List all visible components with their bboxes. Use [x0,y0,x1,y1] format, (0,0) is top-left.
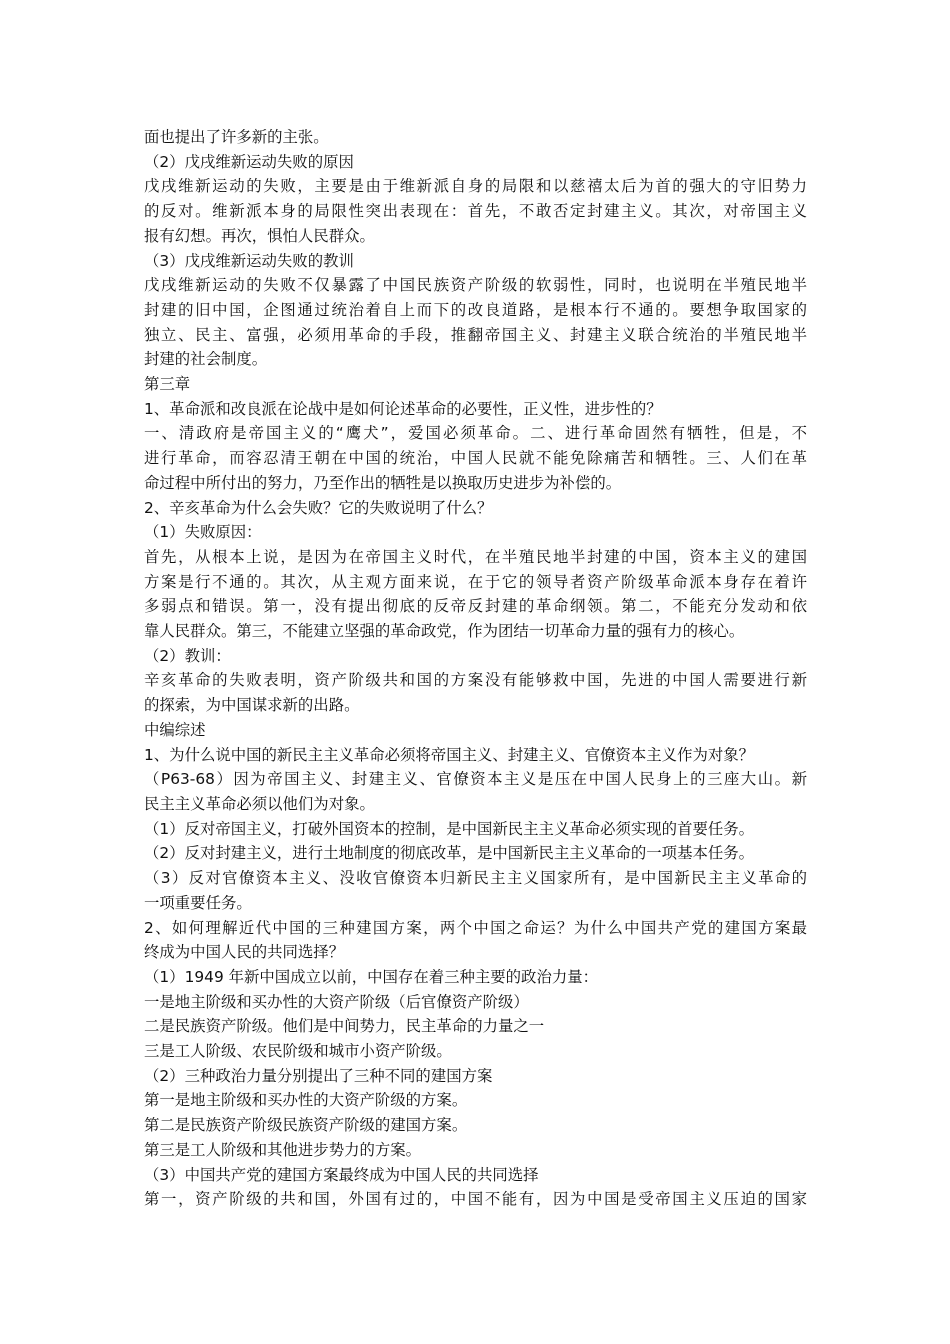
text-line: 命过程中所付出的努力，乃至作出的牺牲是以换取历史进步为补偿的。 [144,473,622,492]
section-heading: （2）三种政治力量分别提出了三种不同的建国方案 [144,1066,493,1085]
text-line: 一项重要任务。 [144,893,252,912]
text-line: 戊戌维新运动的失败，主要是由于维新派自身的局限和以慈禧太后为首的强大的守旧势力 [144,177,807,196]
text-line: 第二是民族资产阶级民族资产阶级的建国方案。 [144,1116,468,1135]
section-heading: （3）中国共产党的建国方案最终成为中国人民的共同选择 [144,1165,539,1184]
text-line: （1）反对帝国主义，打破外国资本的控制，是中国新民主主义革命必须实现的首要任务。 [144,819,755,838]
section-heading: （2）戊戌维新运动失败的原因 [144,152,354,171]
question-heading: 2、如何理解近代中国的三种建国方案，两个中国之命运？为什么中国共产党的建国方案最 [144,918,807,937]
question-heading: 终成为中国人民的共同选择？ [144,943,345,962]
section-heading: （2）教训： [144,646,231,665]
text-line: （2）反对封建主义，进行土地制度的彻底改革，是中国新民主主义革命的一项基本任务。 [144,844,755,863]
text-line: 一是地主阶级和买办性的大资产阶级（后官僚资产阶级） [144,992,529,1011]
text-line: 首先，从根本上说，是因为在帝国主义时代，在半殖民地半封建的中国，资本主义的建国 [144,547,807,566]
text-line: 一、清政府是帝国主义的“鹰犬”，爱国必须革命。二、进行革命固然有牺牲，但是，不 [144,424,807,443]
text-line: 第一是地主阶级和买办性的大资产阶级的方案。 [144,1091,468,1110]
text-line: 的反对。维新派本身的局限性突出表现在：首先，不敢否定封建主义。其次，对帝国主义 [144,202,807,221]
text-line: 封建的社会制度。 [144,350,268,369]
text-line: 辛亥革命的失败表明，资产阶级共和国的方案没有能够救中国，先进的中国人需要进行新 [144,671,807,690]
text-line: 民主主义革命必须以他们为对象。 [144,794,375,813]
text-line: （3）反对官僚资本主义、没收官僚资本归新民主主义国家所有，是中国新民主主义革命的 [144,869,807,888]
section-heading: （1）失败原因： [144,523,262,542]
text-line: 面也提出了许多新的主张。 [144,128,329,146]
text-line: 二是民族资产阶级。他们是中间势力，民主革命的力量之一 [144,1017,545,1036]
text-line: 独立、民主、富强，必须用革命的手段，推翻帝国主义、封建主义联合统治的半殖民地半 [144,325,807,344]
text-line: 第三是工人阶级和其他进步势力的方案。 [144,1140,422,1159]
text-line: 封建的旧中国，企图通过统治着自上而下的改良道路，是根本行不通的。要想争取国家的 [144,300,807,319]
text-line: 进行革命，而容忍清王朝在中国的统治，中国人民就不能免除痛苦和牺牲。三、人们在革 [144,449,807,468]
text-line: 靠人民群众。第三，不能建立坚强的革命政党，作为团结一切革命力量的强有力的核心。 [144,622,745,641]
text-line: 方案是行不通的。其次，从主观方面来说，在于它的领导者资产阶级革命派本身存在着许 [144,572,807,591]
section-heading: （1）1949 年新中国成立以前，中国存在着三种主要的政治力量： [144,967,599,986]
text-line: 第一，资产阶级的共和国，外国有过的，中国不能有，因为中国是受帝国主义压迫的国家 [144,1190,807,1209]
text-line: 多弱点和错误。第一，没有提出彻底的反帝反封建的革命纲领。第二，不能充分发动和依 [144,597,807,616]
question-heading: 1、革命派和改良派在论战中是如何论述革命的必要性，正义性，进步性的？ [144,399,662,418]
text-line: 的探索，为中国谋求新的出路。 [144,696,360,715]
question-heading: 2、辛亥革命为什么会失败？它的失败说明了什么？ [144,498,493,517]
text-line: 三是工人阶级、农民阶级和城市小资产阶级。 [144,1042,452,1061]
chapter-heading: 第三章 [144,375,191,394]
text-line: 戊戌维新运动的失败不仅暴露了中国民族资产阶级的软弱性，同时，也说明在半殖民地半 [144,276,807,295]
section-heading: （3）戊戌维新运动失败的教训 [144,251,354,270]
chapter-heading: 中编综述 [144,720,206,739]
text-line: 报有幻想。再次，惧怕人民群众。 [144,226,375,245]
text-line: （P63-68）因为帝国主义、封建主义、官僚资本主义是压在中国人民身上的三座大山。新 [144,770,807,789]
question-heading: 1、为什么说中国的新民主主义革命必须将帝国主义、封建主义、官僚资本主义作为对象？ [144,745,755,764]
